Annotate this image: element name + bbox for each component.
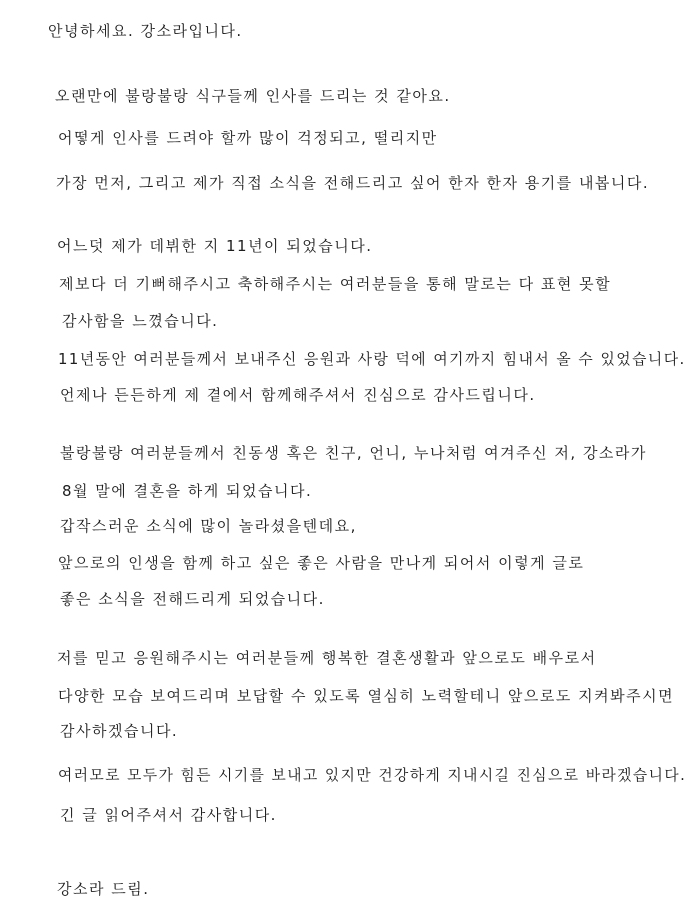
letter-line: 저를 믿고 응원해주시는 여러분들께 행복한 결혼생활과 앞으로도 배우로서	[57, 649, 597, 667]
letter-line: 앞으로의 인생을 함께 하고 싶은 좋은 사람을 만나게 되어서 이렇게 글로	[58, 554, 585, 572]
letter-line: 갑작스러운 소식에 많이 놀라셨을텐데요,	[60, 517, 357, 535]
letter-line: 불랑불랑 여러분들께서 친동생 혹은 친구, 언니, 누나처럼 여겨주신 저, 강소라가	[60, 444, 647, 462]
letter-line: 긴 글 읽어주셔서 감사합니다.	[60, 806, 277, 824]
letter-line: 감사하겠습니다.	[60, 722, 179, 740]
letter-line: 언제나 든든하게 제 곁에서 함께해주셔서 진심으로 감사드립니다.	[60, 386, 536, 404]
letter-line: 여러모로 모두가 힘든 시기를 보내고 있지만 건강하게 지내시길 진심으로 바라겠습니다.	[58, 766, 687, 784]
letter-line: 어떻게 인사를 드려야 할까 많이 걱정되고, 떨리지만	[58, 129, 438, 147]
letter-line: 제보다 더 기뻐해주시고 축하해주시는 여러분들을 통해 말로는 다 표현 못할	[59, 275, 612, 293]
letter-greeting: 안녕하세요. 강소라입니다.	[48, 22, 243, 40]
letter-line: 가장 먼저, 그리고 제가 직접 소식을 전해드리고 싶어 한자 한자 용기를 내봅니다.	[56, 174, 650, 192]
letter-line: 8월 말에 결혼을 하게 되었습니다.	[62, 482, 313, 500]
letter-signature: 강소라 드림.	[57, 880, 150, 898]
letter-line: 어느덧 제가 데뷔한 지 11년이 되었습니다.	[57, 237, 373, 255]
letter-line: 다양한 모습 보여드리며 보답할 수 있도록 열심히 노력할테니 앞으로도 지켜봐주시면	[58, 687, 675, 705]
letter-line: 오랜만에 불랑불랑 식구들께 인사를 드리는 것 같아요.	[55, 87, 451, 105]
letter-line: 감사함을 느꼈습니다.	[62, 312, 219, 330]
letter-line: 좋은 소식을 전해드리게 되었습니다.	[60, 590, 325, 608]
letter-line: 11년동안 여러분들께서 보내주신 응원과 사랑 덕에 여기까지 힘내서 올 수 있었습니다.	[58, 350, 686, 368]
